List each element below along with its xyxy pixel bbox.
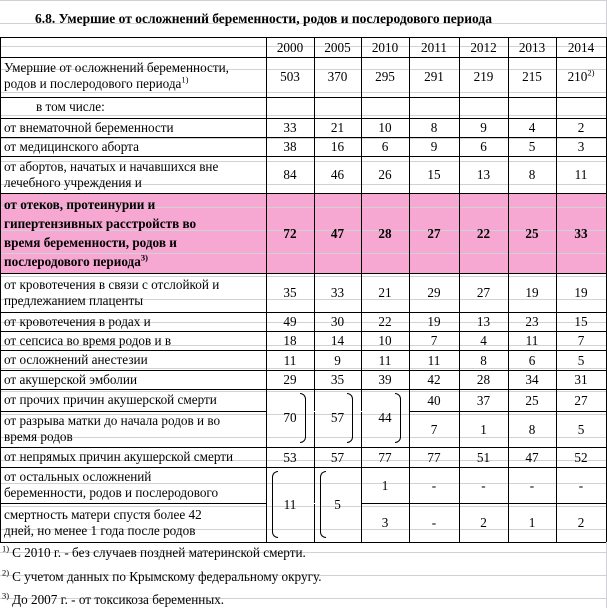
year-header-2000: 2000: [276, 40, 304, 55]
cell-value: -: [529, 477, 535, 493]
row-label-line: [4, 120, 174, 136]
cell-value: 28: [476, 372, 491, 387]
footnote-2: [2, 569, 322, 585]
row-label-text: от непрямых причин акушерской смерти: [4, 449, 234, 464]
cell-value: 42: [427, 372, 441, 387]
cell-value: 1: [480, 421, 487, 437]
footnote-marker: 3): [2, 590, 10, 601]
total-value-text: 210: [567, 69, 588, 84]
total-value-2000: [266, 69, 314, 84]
row-label-text: от сепсиса во время родов и в: [4, 332, 172, 348]
cell-value: 29: [427, 285, 441, 300]
table-border-line: [0, 57, 606, 58]
row-label-text: предлежанием плаценты: [4, 292, 144, 308]
row-label-text: от абортов, начатых и начавшихся вне: [4, 158, 219, 174]
row-label-text: от кровотечения в связи с отслойкой и: [4, 276, 220, 292]
row-label: [4, 392, 217, 408]
table-title: 6.8. Умершие от осложнений беременности, родов и послеродового периода: [35, 11, 492, 26]
cell-value: 11: [525, 333, 539, 348]
cell-value: -: [431, 477, 437, 493]
total-row-label: [4, 60, 229, 92]
cell-value: 11: [574, 167, 588, 182]
grid-line: [0, 115, 607, 116]
cell-value: 3: [381, 515, 389, 530]
cell-value: 4: [480, 333, 487, 348]
cell-value: 37: [476, 392, 491, 408]
cell-value: 22: [476, 225, 491, 241]
row-label-line: [4, 139, 139, 155]
cell-value: 84: [283, 167, 297, 182]
total-value-text: 370: [327, 69, 348, 84]
brace-icon: [320, 471, 326, 538]
row-label-line: [4, 352, 148, 368]
year-header-2005: 2005: [324, 40, 351, 55]
cell-value: 13: [476, 167, 491, 182]
row-label: [4, 314, 151, 330]
row-label-line: [4, 233, 196, 252]
cell-value: 10: [378, 120, 392, 135]
cell-value: -: [481, 477, 486, 493]
cell-value: 11: [427, 352, 441, 368]
cell-value: 47: [330, 225, 345, 241]
cell-value: 15: [574, 314, 588, 329]
row-label: [4, 372, 137, 388]
cell-value: 16: [330, 139, 345, 154]
row-label-line: [4, 449, 233, 465]
row-label-line: [4, 523, 202, 539]
cell-value: 28: [378, 225, 392, 241]
cell-value: 1: [528, 515, 536, 530]
cell-value: 33: [283, 120, 297, 135]
year-header-2013: 2013: [518, 40, 546, 55]
footnote-marker: 3): [140, 252, 148, 263]
merged-value: 57: [330, 410, 345, 425]
cell-value: 39: [378, 372, 392, 387]
cell-value: 25: [525, 392, 539, 408]
row-label-line: [4, 293, 219, 309]
row-label: [4, 277, 219, 309]
table-border-line: [0, 350, 606, 351]
merged-value: 44: [378, 410, 392, 425]
row-label-text: дней, но менее 1 года после родов: [4, 522, 196, 538]
grid-line: [0, 0, 607, 1]
table-border-line: [0, 37, 1, 542]
total-label-line: [4, 76, 229, 92]
table-border-line: [0, 156, 606, 157]
cell-value: 27: [574, 392, 588, 408]
merged-value: 5: [334, 496, 341, 512]
footnote-text: С учетом данных по Крымскому федеральному округу.: [12, 569, 322, 584]
cell-value: 47: [525, 449, 539, 465]
row-label-line: [4, 252, 196, 271]
row-label-text: от медицинского аборта: [4, 138, 139, 154]
cell-value: 30: [330, 314, 345, 329]
cell-value: 35: [330, 372, 345, 387]
cell-value: 7: [577, 333, 585, 348]
grid-line: [0, 92, 607, 93]
cell-value: 33: [330, 285, 345, 300]
row-label-text: от кровотечения в родах и: [4, 313, 151, 329]
cell-value: 2: [577, 120, 585, 135]
row-label-text: гипертензивных расстройств во: [4, 216, 197, 231]
row-label-line: [4, 485, 218, 501]
row-label: [4, 469, 218, 501]
cell-value: 52: [574, 449, 588, 465]
cell-value: 8: [480, 352, 487, 368]
cell-value: 14: [330, 333, 345, 348]
row-label-text: лечебного учреждения и: [4, 174, 142, 190]
cell-value: 4: [528, 120, 536, 135]
year-header-2011: 2011: [421, 40, 447, 55]
table-border-line: [0, 542, 606, 543]
footnote-text: До 2007 г. - от токсикоза беременных.: [12, 592, 225, 607]
cell-value: 2: [480, 515, 487, 530]
table-border-line: [0, 193, 606, 194]
row-label-text: от осложнений анестезии: [4, 352, 148, 367]
row-label-text: от акушерской эмболии: [4, 371, 138, 387]
cell-value: 6: [480, 139, 487, 154]
total-label-text: родов и послеродового периода: [4, 76, 182, 91]
cell-value: 9: [480, 120, 487, 135]
cell-value: 21: [330, 120, 345, 135]
row-label-line: [4, 175, 218, 191]
cell-value: 49: [283, 314, 297, 329]
cell-value: 9: [430, 139, 438, 154]
row-label: [4, 507, 202, 539]
footnote-3: [2, 592, 224, 608]
row-label: [4, 120, 174, 136]
total-value-2010: [361, 69, 409, 84]
year-header-2014: 2014: [567, 40, 595, 55]
cell-value: -: [431, 515, 437, 530]
footnote-marker: 1): [2, 543, 10, 554]
cell-value: 5: [577, 352, 585, 368]
cell-value: 57: [330, 449, 345, 465]
cell-value: 35: [283, 285, 297, 300]
total-value-text: 291: [424, 69, 444, 84]
cell-value: 13: [476, 314, 491, 329]
merged-value: 70: [283, 410, 297, 425]
brace-icon: [347, 393, 353, 443]
cell-value: 46: [330, 167, 345, 182]
cell-value: 7: [430, 421, 438, 437]
row-label: [4, 352, 148, 368]
total-value-text: 503: [280, 69, 300, 84]
cell-value: 23: [525, 314, 539, 329]
row-label-line: [4, 195, 196, 214]
cell-value: 38: [283, 139, 297, 154]
cell-value: 2: [577, 515, 585, 530]
row-label-line: [4, 314, 151, 330]
cell-value: 6: [528, 352, 536, 368]
cell-value: 6: [381, 139, 389, 154]
cell-value: 25: [525, 225, 539, 241]
row-label: [4, 449, 233, 465]
row-label: [4, 195, 196, 271]
year-header-2010: 2010: [371, 40, 399, 55]
cell-value: 10: [378, 333, 392, 348]
row-label: [4, 413, 220, 445]
footnote-1: [2, 545, 306, 561]
row-label-text: от отеков, протеинурии и: [4, 197, 156, 212]
cell-value: 11: [378, 352, 392, 368]
cell-value: 40: [427, 392, 441, 408]
row-label-text: смертность матери спустя более 42: [4, 506, 202, 522]
row-label-line: [4, 507, 202, 523]
row-label-text: послеродового периода: [4, 254, 141, 269]
row-label-line: [4, 469, 218, 485]
grid-line: [0, 368, 607, 369]
cell-value: 51: [476, 449, 491, 465]
cell-value: 8: [528, 421, 536, 437]
cell-value: 29: [283, 372, 297, 387]
cell-value: 27: [476, 285, 491, 300]
total-label-line: Умершие от осложнений беременности,: [4, 60, 229, 75]
row-label-text: время беременности, родов и: [4, 235, 177, 250]
cell-value: 1: [381, 477, 389, 493]
row-label-text: время родов: [4, 429, 73, 444]
total-value-2014: [556, 69, 606, 84]
cell-value: 19: [525, 285, 539, 300]
footnote-marker: 2): [587, 67, 595, 78]
cell-value: 3: [577, 139, 585, 154]
row-label: [4, 333, 171, 349]
subhead-label: в том числе:: [36, 99, 105, 114]
cell-value: 7: [430, 333, 438, 348]
row-label-line: [4, 372, 137, 388]
row-label-text: от внематочной беременности: [4, 119, 174, 135]
cell-value: 15: [427, 167, 441, 182]
cell-value: 77: [427, 449, 441, 465]
cell-value: 5: [577, 421, 585, 437]
cell-value: 21: [378, 285, 392, 300]
cell-value: 5: [528, 139, 536, 154]
row-label-text: от прочих причин акушерской смерти: [4, 392, 217, 407]
total-value-2011: [409, 69, 459, 84]
cell-value: 77: [378, 449, 392, 465]
cell-value: 18: [283, 333, 297, 348]
brace-icon: [300, 393, 306, 443]
table-border-line: [0, 389, 606, 390]
total-value-2012: [459, 69, 508, 84]
merged-value: 11: [283, 496, 297, 512]
table-border-line: [0, 273, 606, 274]
table-border-line: [0, 37, 606, 38]
cell-value: 72: [283, 225, 297, 241]
cell-value: 8: [528, 167, 536, 182]
row-label-line: [4, 413, 220, 429]
cell-value: 9: [334, 352, 341, 368]
cell-value: 19: [574, 285, 588, 300]
cell-value: 33: [574, 225, 588, 241]
brace-icon: [272, 471, 278, 538]
table-border-line: [0, 97, 606, 98]
row-label-text: от остальных осложнений: [4, 469, 152, 484]
row-label: [4, 159, 218, 191]
total-value-2013: [508, 69, 556, 84]
row-label-line: [4, 214, 196, 233]
footnote-marker: 1): [181, 74, 189, 85]
cell-value: 27: [427, 225, 441, 241]
table-border-line: [0, 447, 606, 448]
row-label-line: [4, 392, 217, 408]
row-label-line: [4, 277, 219, 293]
row-label-line: [4, 159, 218, 175]
cell-value: 19: [427, 314, 441, 329]
cell-value: -: [578, 477, 584, 493]
cell-value: 11: [283, 352, 297, 368]
total-value-2005: [314, 69, 361, 84]
table-border-line: [0, 467, 606, 468]
total-value-text: 295: [375, 69, 395, 84]
row-label: [4, 139, 139, 155]
row-label-text: от разрыва матки до начала родов и во: [4, 413, 221, 428]
row-label-text: беременности, родов и послеродового: [4, 485, 219, 500]
cell-value: 22: [378, 314, 392, 329]
cell-value: 34: [525, 372, 539, 387]
footnote-marker: 2): [2, 567, 10, 578]
footnote-text: С 2010 г. - без случаев поздней материнской смерти.: [12, 545, 306, 560]
year-header-2012: 2012: [470, 40, 497, 55]
cell-value: 31: [574, 372, 588, 387]
cell-value: 26: [378, 167, 392, 182]
row-label-line: [4, 333, 171, 349]
cell-value: 53: [283, 449, 297, 465]
total-value-text: 215: [522, 69, 542, 84]
cell-value: 8: [430, 120, 438, 135]
brace-icon: [395, 393, 401, 443]
total-value-text: 219: [473, 69, 494, 84]
row-label-line: [4, 429, 220, 445]
